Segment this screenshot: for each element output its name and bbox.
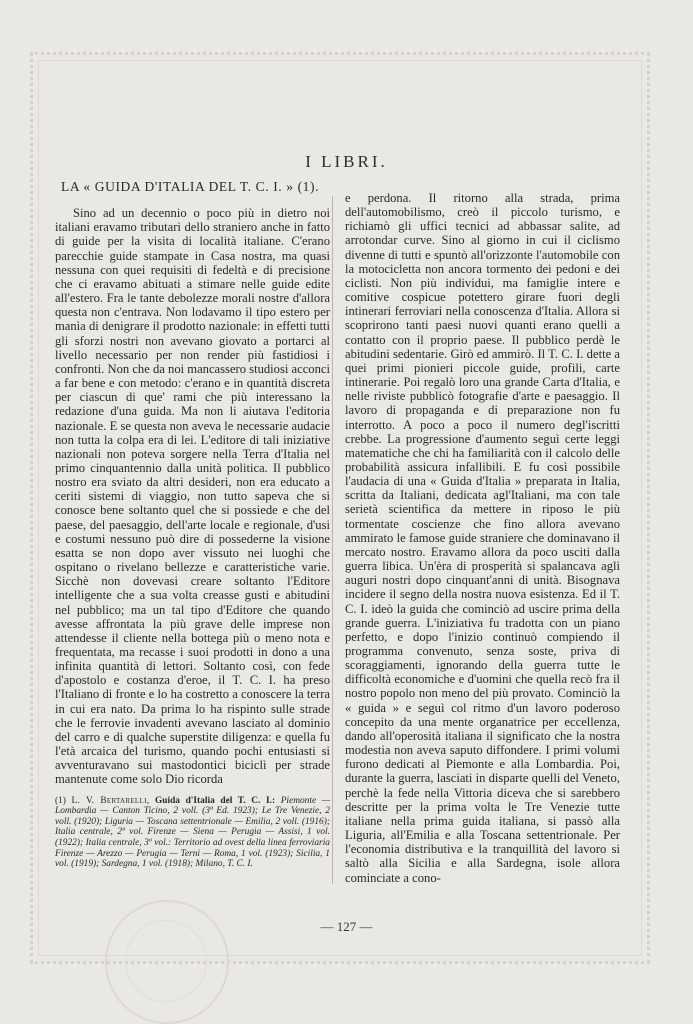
article-title: LA « GUIDA D'ITALIA DEL T. C. I. » (1). (61, 179, 320, 194)
column-divider (332, 196, 333, 884)
left-column (55, 180, 330, 870)
footnote-work-title: Guida d'Italia del T. C. I.: (154, 795, 276, 806)
footnote (55, 796, 330, 870)
right-column (345, 191, 620, 885)
page-number: — 127 — (320, 919, 373, 934)
footnote-details: Piemonte — Lombardia — Canton Ticino, 2 voll. (3ª Ed. 1923); Le Tre Venezie, 2 voll. (1920); Liguria — Toscana settentrionale — Emilia, 2 voll. (1916); Italia centrale, 2º vol. Firenze — Siena — Perugia — Assisi, 1 vol. (1922); Italia centrale, 3º vol.: Territorio ad ovest della linea ferroviaria Firenze — Arezzo — Perugia — Terni — Roma, 1 vol. (1923); Sicilia, 1 vol. (1919); Sardegna, 1 vol. (1918); Milano, T. C. I. (55, 795, 331, 870)
footnote-marker: (1) (55, 795, 66, 806)
right-column-text: e perdona. Il ritorno alla strada, prima dell'automobilismo, creò il piccolo turismo, e richiamò gli uffici tecnici ad abbassar salite, ad arrotondar curve. Sino al giorno in cui il ciclismo divenne di tutti e spuntò all'orizzonte l'automobile con la motocicletta non ancora tormento dei pedoni e dei ciclisti. Non più individui, ma famiglie intere e comitive cospicue potettero girare fuori degli intinerari ferroviari nella conoscenza d'Italia. Allora si scoprirono tanti paesi nuovi quanti erano quelli a contatto con il proprio paese. Il pubblico perdè le abitudini sedentarie. Girò ed ammirò. Il T. C. I. dette a quei primi pionieri piccole guide, profili, carte intinerarie. Poi regalò loro una grande Carta d'Italia, e nelle riviste pubblicò fotografie d'arte e paesaggio. Il lavoro di propaganda e di preparazione non fu interrotto. A poco a poco il numero degl'iscritti crebbe. La progressione d'aumento seguì certe leggi matematiche che chi ha familiarità con il calcolo delle probabilità assicura infallibili. E fu così possibile l'audacia di una « Guida d'Italia » preparata in Italia, scritta da Italiani, dedicata agl'Italiani, ma con tale serietà scientifica da mettere in riposo le più tormentate coscienze che fino allora avevano ammirato le famose guide straniere che dominavano il mercato nostro. Eravamo allora da poco usciti dalla guerra libica. Un'èra di prosperità si spalancava agli auguri nostri dopo cinquant'anni di unità. Bisognava incidere il segno della nostra nuova esistenza. Ed il T. C. I. ideò la guida che cominciò ad uscire prima della grande guerra. L'iniziativa fu tradotta con un piano perfetto, e dopo l'inizio continuò compiendo il programma convenuto, senza soste, priva di scoraggiamenti, ignorando della guerra tutte le difficoltà economiche e d'uomini che quella recò fra il nostro popolo non meno del più provato. Cominciò la « guida » e seguì col ritmo d'un lavoro poderoso concepito da una mente organatrice per eccellenza, dando all'operosità italiana il significato che la nostra modestia non aveva saputo diffondere. I primi volumi furono dedicati al Piemonte e alla Lombardia. Poi, durante la guerra, lasciati in disparte quelli del Veneto, perchè la fede nella Vittoria diceva che si sarebbero descritte per la prima volta le Tre Venezie tutte italiane nella prima guida italiana, si passò alla Liguria, all'Emilia e alla Toscana settentrionale. Per l'economia distributiva e la tranquillità del lavoro si saltò alla Sicilia e alla Sardegna, isole allora cominciate a cono- (345, 191, 620, 885)
left-column-text: Sino ad un decennio o poco più in dietro noi italiani eravamo tributari dello straniero anche in fatto di guide per la visita di località italiane. C'erano parecchie guide stampate in Casa nostra, ma quasi nessuna con quei requisiti di fedeltà e di precisione che ci eravamo abituati a stimare nelle guide edite all'estero. Fra le tante debolezze morali nostre d'allora questa non c'entrava. Non lodavamo il tipo estero per manìa di denigrare il prodotto nazionale: in effetti tutti gli sforzi nostri non avevano giovato a portarci al livello necessario per non render più fastidiosi i confronti. Non che da noi mancassero studiosi acconci a far bene e con metodo: c'erano e in quantità discreta per ciascun di que' rami che più interessano la redazione d'una guida. Ma non li aiutava l'editoria nazionale. E se questa non aveva le necessarie audacie non tutta la colpa era di lei. L'editore di tali iniziative nazionali non poteva sorgere nella Terra d'Italia nel primo cinquantennio dalla unità politica. Il pubblico nostro era sviato da altri desideri, non era educato a ceriti sistemi di viaggio, non tutto sapeva che si conosce bene soltanto quel che si possiede e che del paese, del paesaggio, dell'arte locale e regionale, d'usi e costumi nessuno può dire di possederne la visione esatta se non dopo aver vissuto nei luoghi che ospitano o rivelano bellezze e caratteristiche varie. Sicchè non dovevasi creare soltanto l'Editore intelligente che a sua volta creasse gusti e abitudini nel pubblico; ma un tal tipo d'Editore che quando avesse affrontata la più grave delle imprese non attendesse il cliente nella bottega più o meno nota e frequentata, ma recasse i suoi prodotti in dono a una infinita quantità di lettori. Soltanto così, con fede d'apostolo e costanza d'eroe, il T. C. I. ha preso l'Italiano di fronte e lo ha costretto a conoscere la terra in cui era nato. Da prima lo ha rispinto sulle strade che le ferrovie invadenti avevano lasciato al dominio del carro e di qualche superstite diligenza: e quella fu l'età arcaica del turismo, quando pochi entusiasti si avventuravano sui mastodontici biciclì per strade mantenute come solo Dio ricorda (55, 206, 330, 787)
section-title: I LIBRI. (305, 152, 388, 171)
footnote-author: L. V. Bertarelli, (71, 795, 150, 806)
